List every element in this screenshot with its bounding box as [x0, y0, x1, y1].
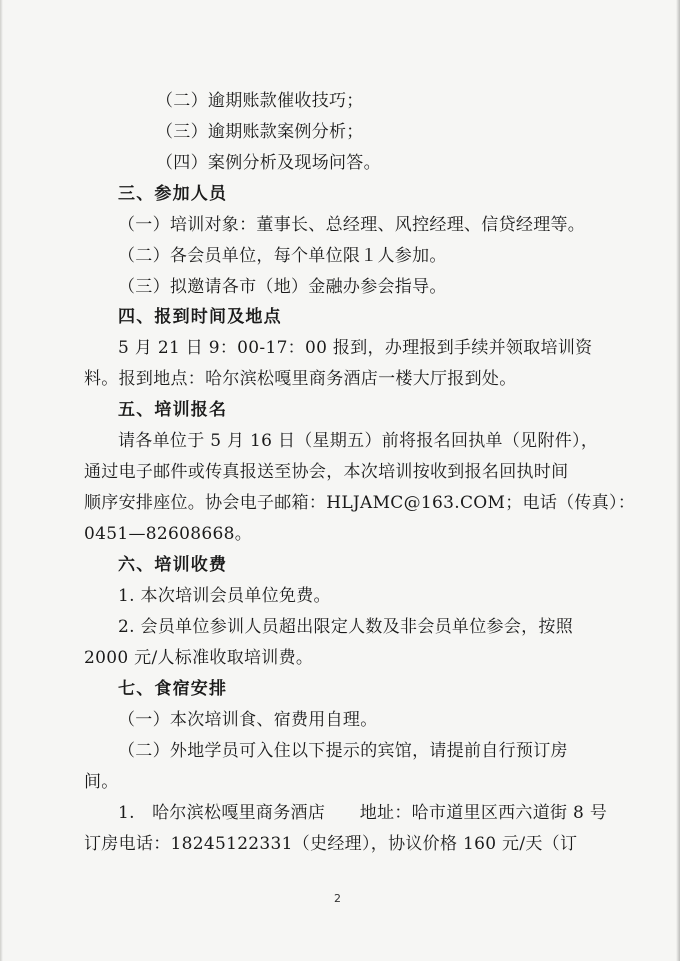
section-heading-accommodation: 七、食宿安排	[118, 679, 228, 699]
paragraph-signup-contact: 顺序安排座位。协会电子邮箱：HLJAMC@163.COM；电话（传真）：	[84, 493, 636, 513]
paragraph-registration-place: 料。报到地点：哈尔滨松嘎里商务酒店一楼大厅报到处。	[84, 369, 517, 389]
list-item-overdue-collection-skills: （二）逾期账款催收技巧；	[156, 91, 364, 111]
paragraph-member-units: （二）各会员单位，每个单位限１人参加。	[118, 246, 447, 266]
paragraph-fee-free: 1. 本次培训会员单位免费。	[118, 586, 331, 606]
paragraph-fee-extra: 2. 会员单位参训人员超出限定人数及非会员单位参会，按照	[118, 617, 574, 637]
section-heading-training-fee: 六、培训收费	[118, 555, 228, 575]
list-item-case-qa: （四）案例分析及现场问答。	[156, 153, 381, 173]
paragraph-signup-deadline: 请各单位于 5 月 16 日（星期五）前将报名回执单（见附件），	[118, 431, 599, 451]
paragraph-hotel-address: 1. 哈尔滨松嘎里商务酒店 地址：哈市道里区西六道街 8 号	[118, 803, 608, 823]
paragraph-training-target: （一）培训对象：董事长、总经理、风控经理、信贷经理等。	[118, 215, 586, 235]
scan-edge-right	[676, 0, 680, 961]
paragraph-registration-time: 5 月 21 日 9：00-17：00 报到，办理报到手续并领取培训资	[118, 338, 593, 358]
paragraph-hotel-booking-phone: 订房电话：18245122331（史经理），协议价格 160 元/天（订	[84, 834, 578, 854]
scan-edge-left	[0, 0, 3, 961]
section-heading-training-signup: 五、培训报名	[118, 400, 228, 420]
paragraph-accommodation-booking-cont: 间。	[84, 772, 119, 792]
paragraph-finance-office: （三）拟邀请各市（地）金融办参会指导。	[118, 277, 447, 297]
paragraph-signup-method: 通过电子邮件或传真报送至协会，本次培训按收到报名回执时间	[84, 462, 569, 482]
list-item-overdue-case-analysis: （三）逾期账款案例分析；	[156, 122, 364, 142]
paragraph-phone-number: 0451—82608668。	[84, 524, 252, 544]
paragraph-accommodation-cost: （一）本次培训食、宿费用自理。	[118, 710, 378, 730]
section-heading-participants: 三、参加人员	[118, 184, 228, 204]
paragraph-accommodation-booking: （二）外地学员可入住以下提示的宾馆，请提前自行预订房	[118, 741, 568, 761]
paragraph-fee-standard: 2000 元/人标准收取培训费。	[84, 648, 314, 668]
section-heading-registration-time-place: 四、报到时间及地点	[118, 307, 282, 327]
page-number: 2	[334, 892, 341, 905]
